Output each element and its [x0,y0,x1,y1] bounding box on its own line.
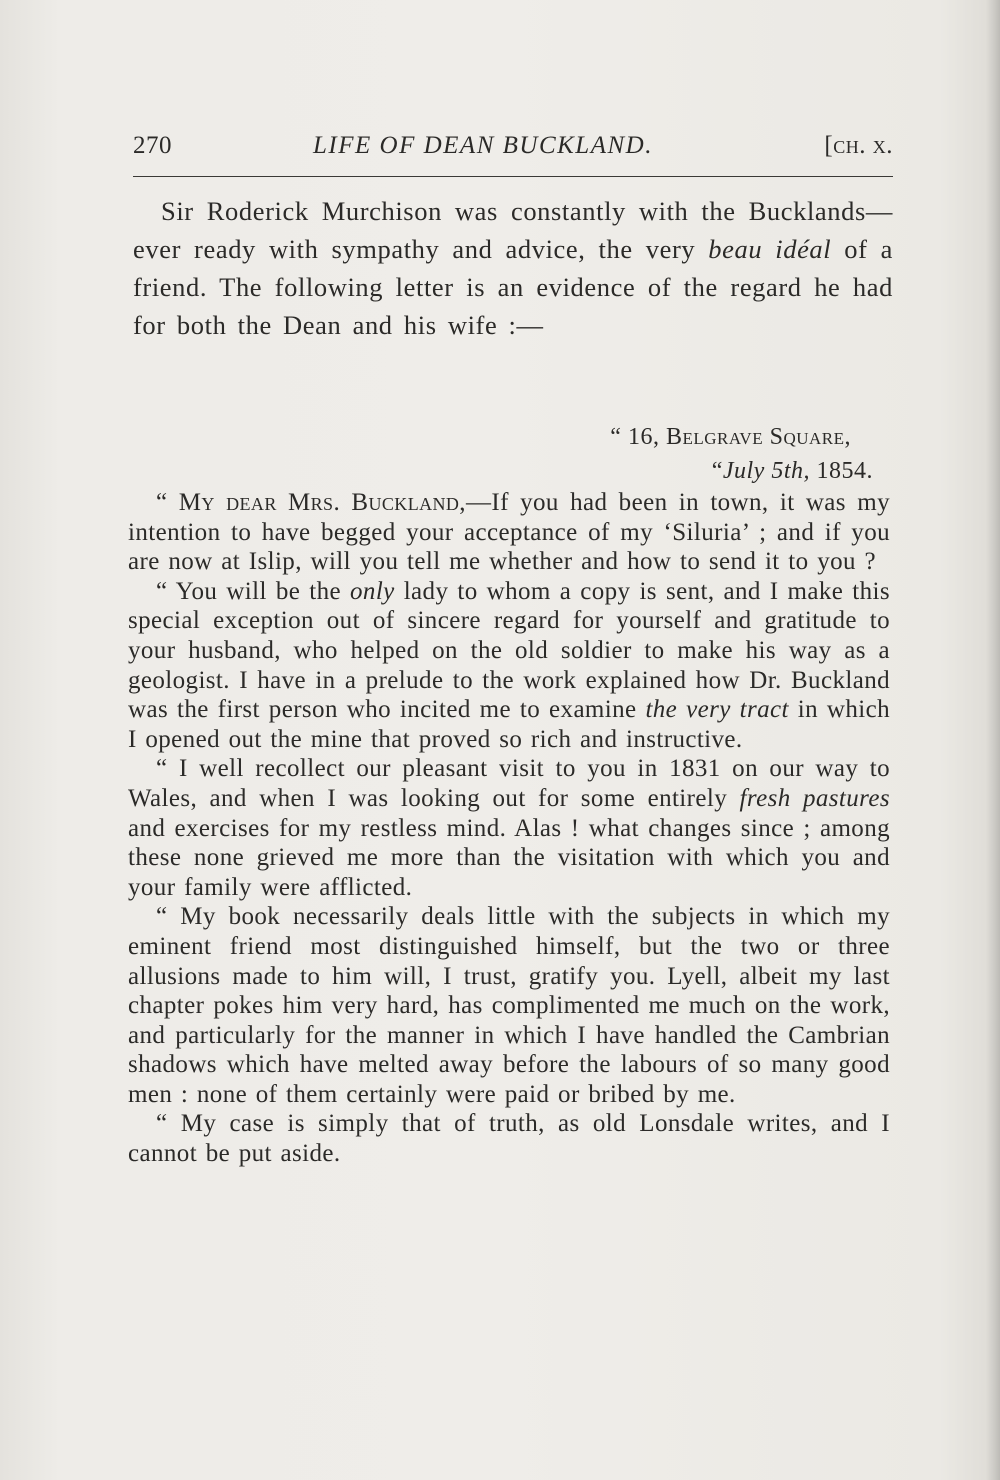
letter-p3-italic: fresh pastures [739,784,890,812]
letter-p2-b: lady to whom a copy is sent, and I make this special exception out of sincere regard for yourself and gratitude to your husband, who helped on the old soldier to make his way as a geologist. I have in a prelude to the work explained how Dr. Buckland was the first person who incited me to examine [128,577,891,724]
letter-paragraph-3 [128,754,890,902]
intro-italic-phrase: beau idéal [708,234,832,264]
letter-salutation: My dear Mrs. Buckland, [178,489,466,516]
letter-paragraph-4: “ My book necessarily deals little with the subjects in which my eminent friend most distinguished himself, but the two or three allusions made to him will, I trust, gratify you. Lyell, albeit my last chapter pokes him very hard, has complimented me much on the work, and particularly for the manner in which I have handled the Cambrian shadows which have melted away before the labours of so many good men : none of them certainly were paid or bribed by me. [128,903,890,1108]
address-street: Belgrave Square, [665,424,851,450]
letter-p2-italic-tract: the very tract [645,696,789,724]
intro-text [133,192,893,344]
letter-p2-c: in which I opened out the mine that proved so rich and instructive. [128,696,890,753]
address-number: “ 16, [610,424,666,450]
running-header [133,128,893,168]
page-number: 270 [133,132,172,159]
page-gutter-shadow [986,0,1000,1480]
intro-text-part2: of a friend. The following letter is an evidence of the regard he had for both the Dean and his wife :— [133,234,893,340]
chapter-marker: [ch. x. [824,132,893,159]
intro-paragraph [133,192,893,344]
letter-paragraph-5: “ My case is simply that of truth, as old Lonsdale writes, and I cannot be put aside. [128,1110,890,1168]
date-quote: “ [711,458,723,484]
header-rule [133,176,893,177]
date-day: July 5th, [722,458,810,484]
intro-text-part1: Sir Roderick Murchison was constantly with the Bucklands—ever ready with sympathy and advice, the very [133,196,893,264]
letter-open-quote: “ [156,489,179,516]
letter-body [128,488,890,1169]
date-year: 1854. [810,458,873,484]
letter-paragraph-1 [128,488,890,577]
letter-p2-italic-only: only [350,577,395,605]
letter-p1-body: —If you had been in town, it was my intention to have begged your acceptance of my ‘Siluria’ ; and if you are now at Islip, will you tell me whether and how to send it to you ? [128,489,890,576]
letter-p2-a: “ You will be the [156,577,351,605]
letter-paragraph-2 [128,577,890,755]
letter-p3-a: “ I well recollect our pleasant visit to you in 1831 on our way to Wales, and when I was looking out for some entirely [128,755,890,812]
letter-p3-b: and exercises for my restless mind. Alas ! what changes since ; among these none grieved me more than the visitation with which you and your family were afflicted. [128,814,890,901]
letter-date [133,454,873,488]
running-title: LIFE OF DEAN BUCKLAND. [313,132,653,159]
address-line [133,420,851,454]
letter-address [133,420,873,488]
